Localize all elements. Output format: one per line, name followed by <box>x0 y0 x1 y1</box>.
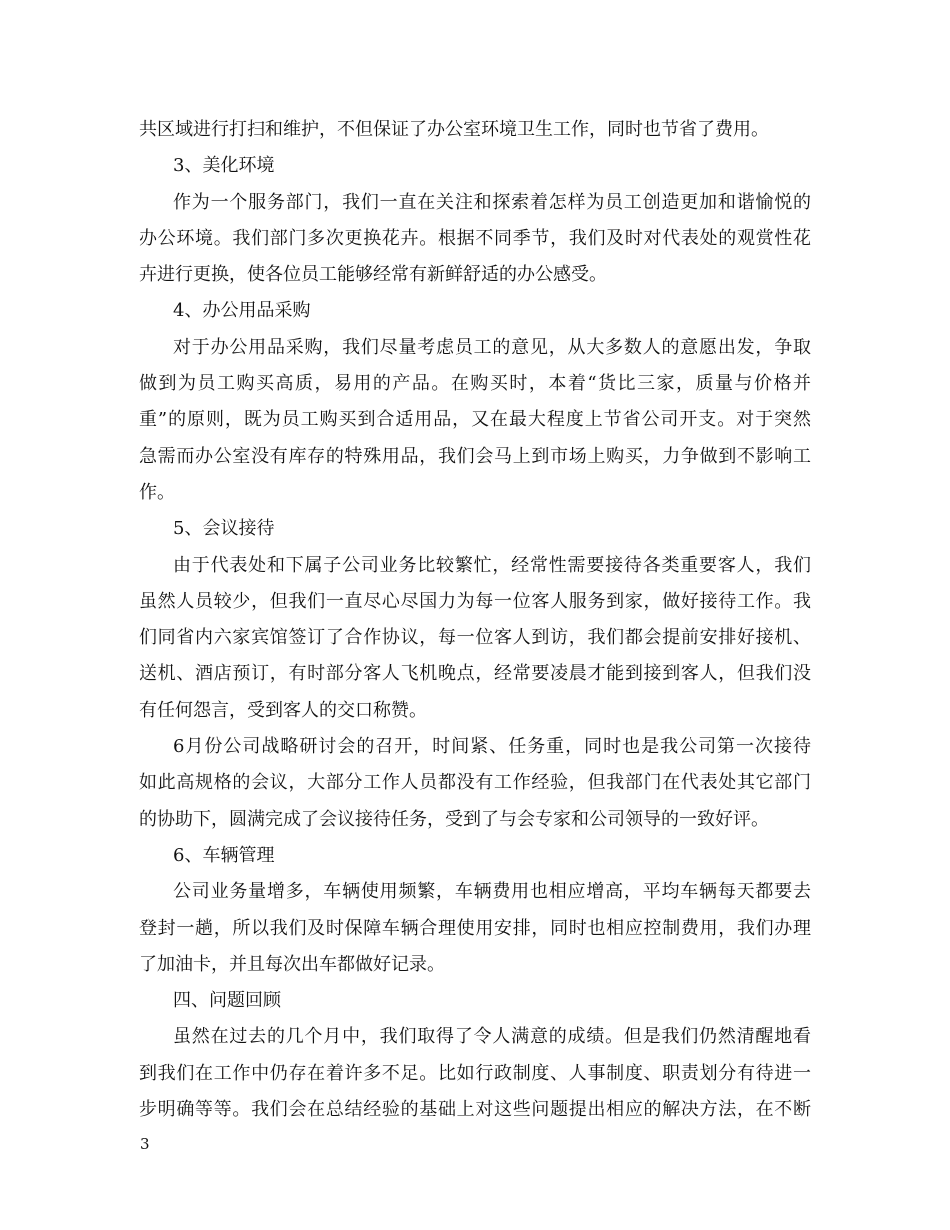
text-line: 如此高规格的会议，大部分工作人员都没有工作经验，但我部门在代表处其它部门 <box>139 772 811 794</box>
text-line: 作。 <box>139 481 175 503</box>
text-line: 的协助下，圆满完成了会议接待任务，受到了与会专家和公司领导的一致好评。 <box>139 808 769 830</box>
text-line: 由于代表处和下属子公司业务比较繁忙，经常性需要接待各类重要客人，我们 <box>173 554 811 576</box>
text-line: 做到为员工购买高质，易用的产品。在购买时，本着“货比三家，质量与价格并 <box>139 373 811 395</box>
text-line: 5、会议接待 <box>173 518 275 540</box>
text-line: 6月份公司战略研讨会的召开，时间紧、任务重，同时也是我公司第一次接待 <box>173 736 811 758</box>
text-line: 四、问题回顾 <box>173 990 281 1012</box>
text-line: 共区域进行打扫和维护，不但保证了办公室环境卫生工作，同时也节省了费用。 <box>139 119 769 140</box>
text-line: 3、美化环境 <box>173 155 275 177</box>
text-line: 对于办公用品采购，我们尽量考虑员工的意见，从大多数人的意愿出发，争取 <box>173 336 811 358</box>
text-line: 办公环境。我们部门多次更换花卉。根据不同季节，我们及时对代表处的观赏性花 <box>139 227 811 249</box>
text-line: 虽然在过去的几个月中，我们取得了令人满意的成绩。但是我们仍然清醒地看 <box>173 1026 811 1048</box>
text-line: 送机、酒店预订，有时部分客人飞机晚点，经常要凌晨才能到接到客人，但我们没 <box>139 663 811 685</box>
text-line: 公司业务量增多，车辆使用频繁，车辆费用也相应增高，平均车辆每天都要去 <box>173 881 811 903</box>
document-body <box>139 112 811 1128</box>
text-line: 虽然人员较少，但我们一直尽心尽国力为每一位客人服务到家，做好接待工作。我 <box>139 590 811 612</box>
text-line: 有任何怨言，受到客人的交口称赞。 <box>139 699 427 721</box>
text-line: 卉进行更换，使各位员工能够经常有新鲜舒适的办公感受。 <box>139 264 607 286</box>
text-line: 重”的原则，既为员工购买到合适用品，又在最大程度上节省公司开支。对于突然 <box>139 409 811 431</box>
text-line: 们同省内六家宾馆签订了合作协议，每一位客人到访，我们都会提前安排好接机、 <box>139 627 811 649</box>
text-line: 6、车辆管理 <box>173 844 275 866</box>
text-line: 作为一个服务部门，我们一直在关注和探索着怎样为员工创造更加和谐愉悦的 <box>173 191 811 213</box>
text-line: 登封一趟，所以我们及时保障车辆合理使用安排，同时也相应控制费用，我们办理 <box>139 917 811 939</box>
page-number: 3 <box>140 1135 150 1153</box>
text-line: 4、办公用品采购 <box>173 300 311 322</box>
text-line: 步明确等等。我们会在总结经验的基础上对这些问题提出相应的解决方法，在不断 <box>139 1099 811 1121</box>
text-line: 急需而办公室没有库存的特殊用品，我们会马上到市场上购买，力争做到不影响工 <box>139 445 811 467</box>
text-line: 到我们在工作中仍存在着许多不足。比如行政制度、人事制度、职责划分有待进一 <box>139 1062 811 1084</box>
text-line: 了加油卡，并且每次出车都做好记录。 <box>139 953 445 975</box>
